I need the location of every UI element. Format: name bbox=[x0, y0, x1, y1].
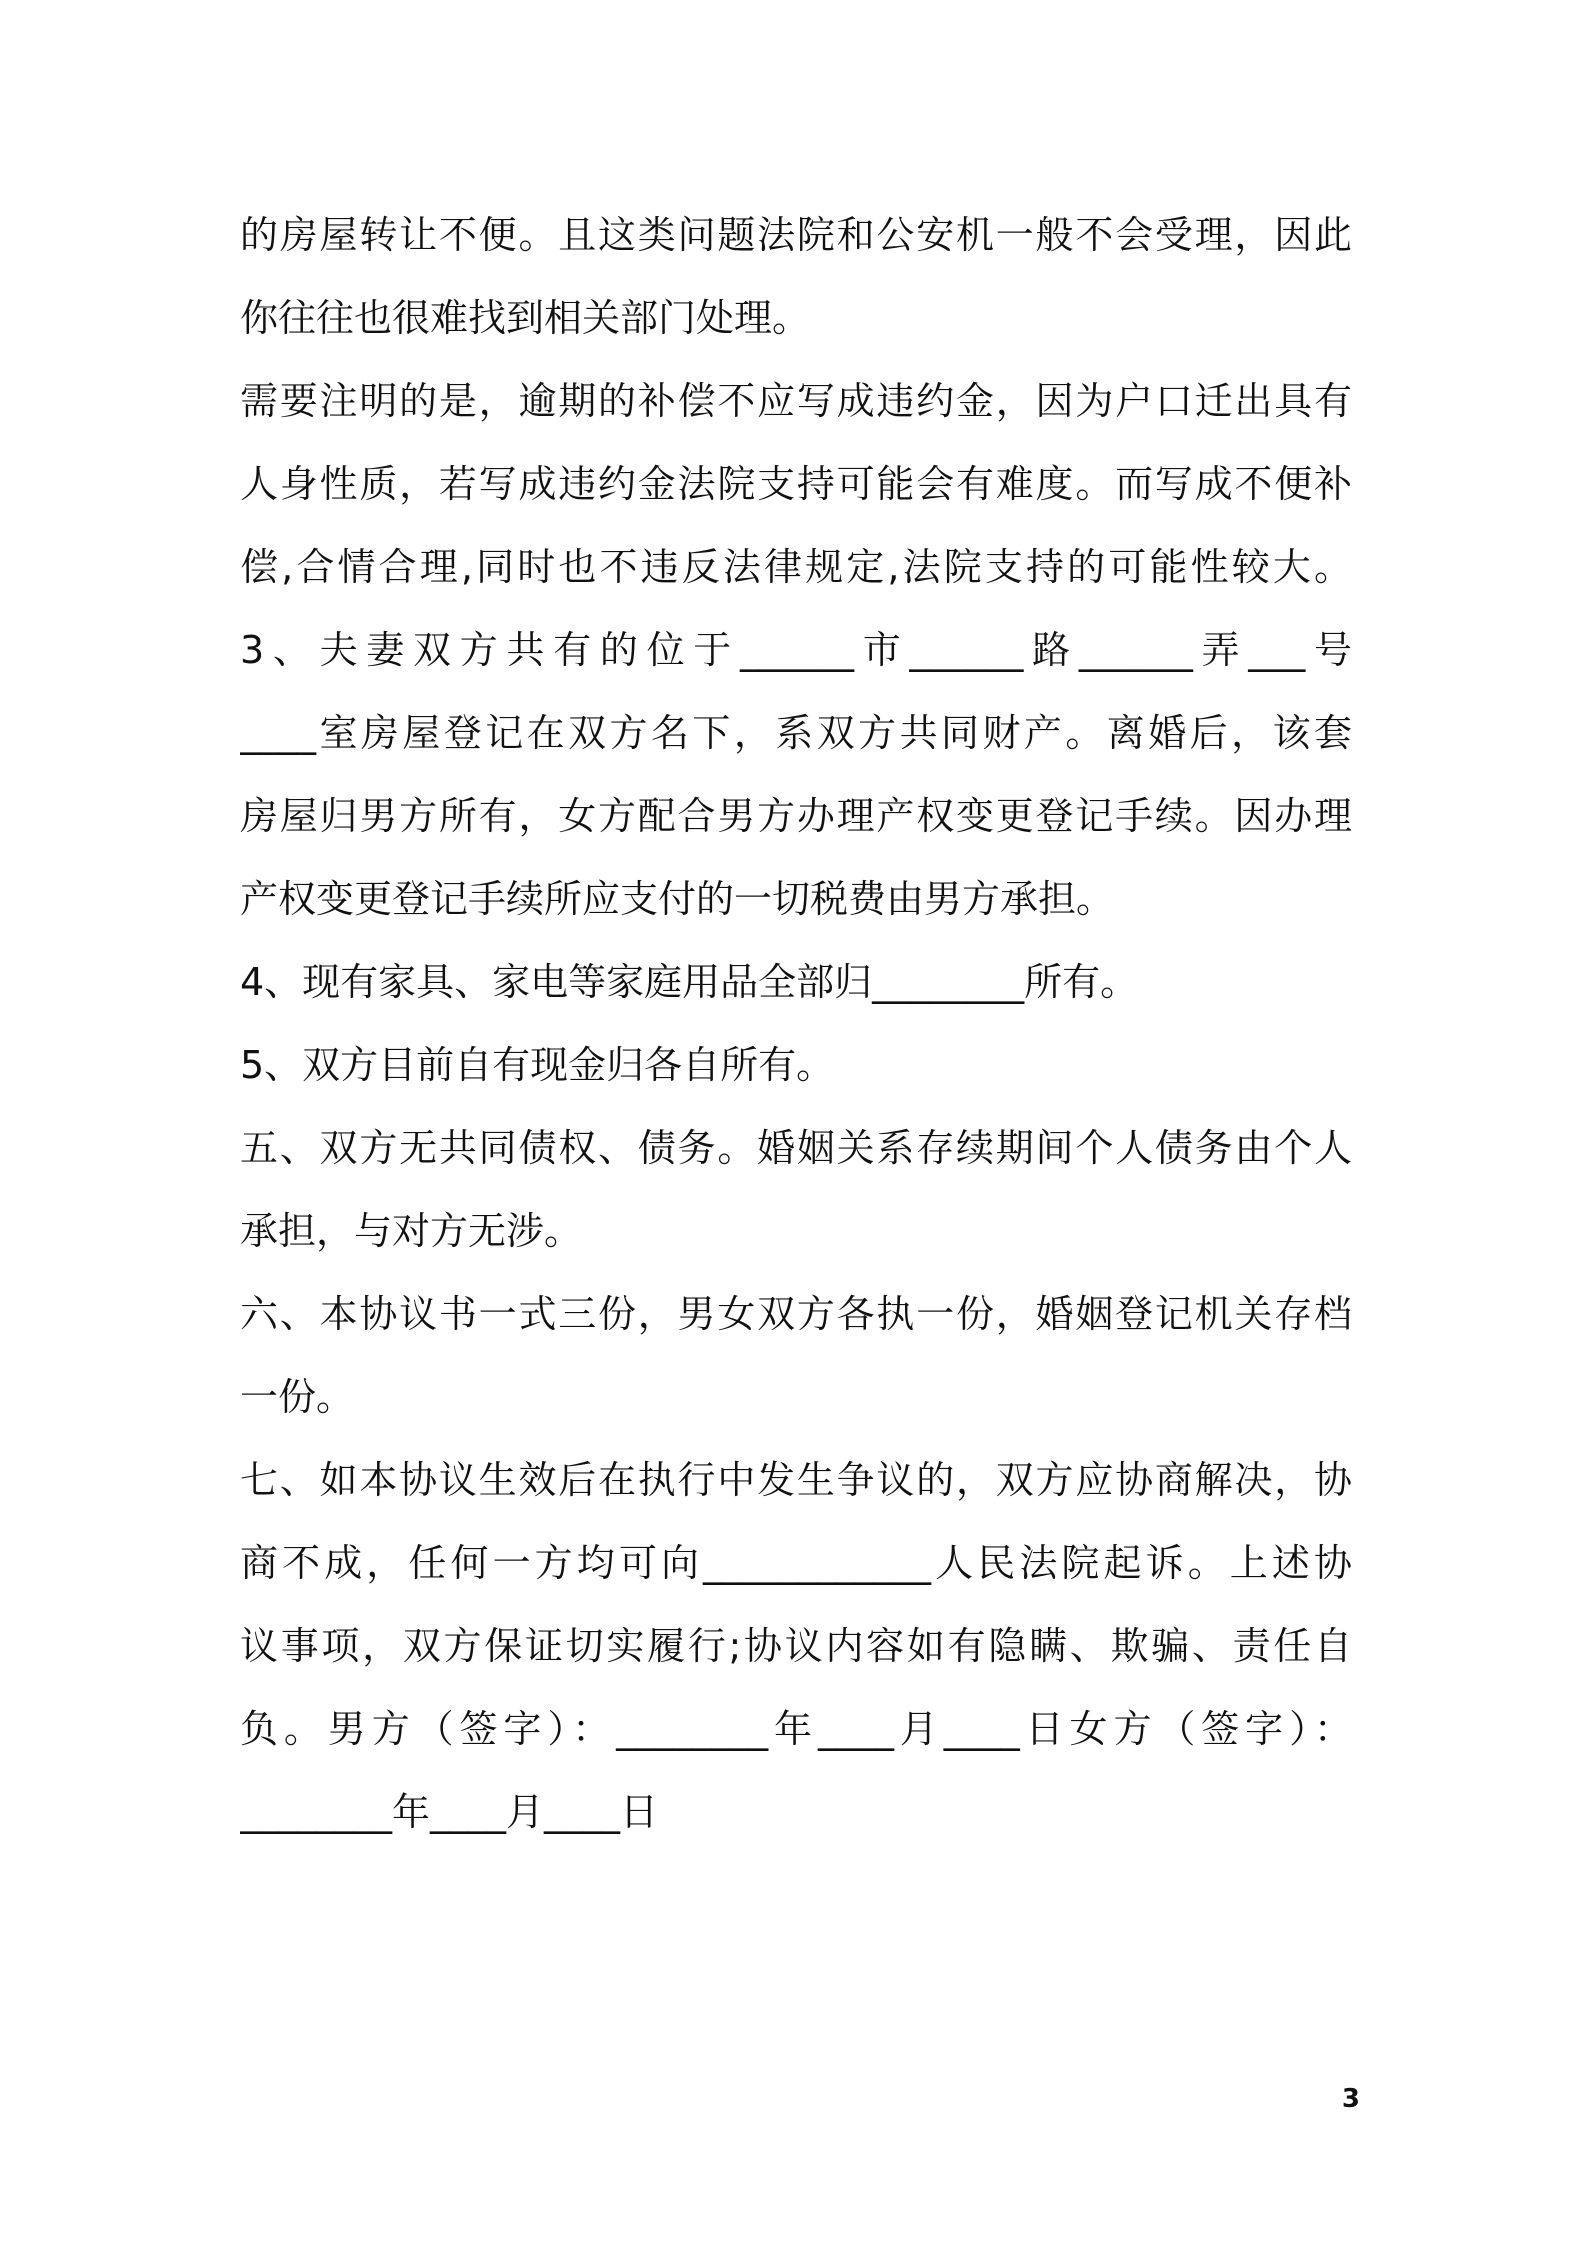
text-line: 商不成，任何一方均可向____________人民法院起诉。上述协 bbox=[240, 1541, 1352, 1585]
text-line: 产权变更登记手续所应支付的一切税费由男方承担。 bbox=[240, 877, 1115, 921]
text-line: 承担，与对方无涉。 bbox=[240, 1209, 583, 1253]
text-line: 房屋归男方所有，女方配合男方办理产权变更登记手续。因办理 bbox=[240, 794, 1352, 838]
text-line: ____室房屋登记在双方名下，系双方共同财产。离婚后，该套 bbox=[240, 711, 1352, 755]
text-line: 4、现有家具、家电等家庭用品全部归________所有。 bbox=[240, 960, 1139, 1004]
document-body bbox=[240, 194, 1352, 1854]
text-line: 人身性质，若写成违约金法院支持可能会有难度。而写成不便补 bbox=[240, 462, 1352, 506]
text-line: 负。男方（签字）：________年____月____日女方（签字）： bbox=[240, 1707, 1352, 1751]
text-line: ________年____月____日 bbox=[240, 1790, 659, 1834]
text-line: 偿,合情合理,同时也不违反法律规定,法院支持的可能性较大。 bbox=[240, 545, 1352, 589]
text-line: 5、双方目前自有现金归各自所有。 bbox=[240, 1043, 835, 1087]
text-line: 五、双方无共同债权、债务。婚姻关系存续期间个人债务由个人 bbox=[240, 1126, 1352, 1170]
page-number: 3 bbox=[1341, 2084, 1360, 2114]
text-line: 议事项，双方保证切实履行;协议内容如有隐瞒、欺骗、责任自 bbox=[240, 1624, 1352, 1668]
text-line: 一份。 bbox=[240, 1375, 355, 1419]
text-line: 的房屋转让不便。且这类问题法院和公安机一般不会受理，因此 bbox=[240, 213, 1352, 257]
text-line: 需要注明的是，逾期的补偿不应写成违约金，因为户口迁出具有 bbox=[240, 379, 1352, 423]
text-line: 七、如本协议生效后在执行中发生争议的，双方应协商解决，协 bbox=[240, 1458, 1352, 1502]
text-line: 六、本协议书一式三份，男女双方各执一份，婚姻登记机关存档 bbox=[240, 1292, 1352, 1336]
text-line: 你往往也很难找到相关部门处理。 bbox=[240, 296, 811, 340]
text-line: 3、夫妻双方共有的位于______市______路______弄___号 bbox=[240, 628, 1352, 672]
